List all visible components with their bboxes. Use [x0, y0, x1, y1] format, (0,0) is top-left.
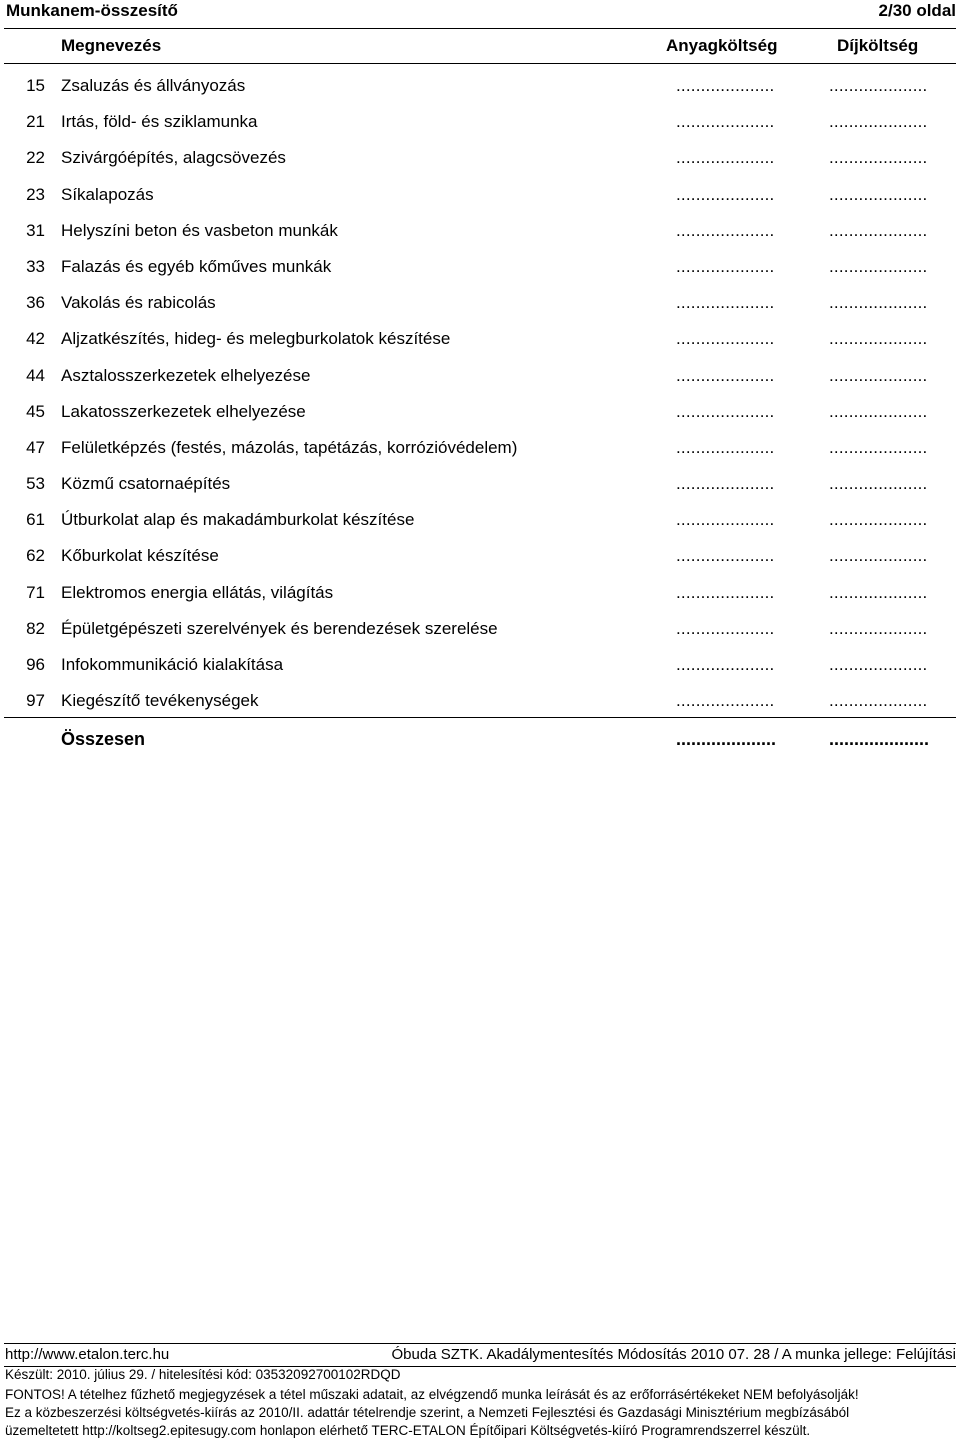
- row-number: 53: [26, 474, 45, 494]
- table-row: [0, 575, 960, 611]
- footer-note-procurement: Ez a közbeszerzési költségvetés-kiírás az 2010/II. adattár tételrendje szerint, a Nemzeti Fejlesztési és Gazdasági Minisztérium megbízásából: [5, 1405, 850, 1420]
- column-header-rule: [4, 63, 956, 64]
- row-name: Asztalosszerkezetek elhelyezése: [61, 365, 311, 385]
- row-fee-cost: ....................: [829, 437, 928, 457]
- row-name: Szivárgóépítés, alagcsövezés: [61, 148, 286, 168]
- row-number: 15: [26, 76, 45, 95]
- footer-inner-rule: [4, 1366, 956, 1367]
- row-material-cost: ....................: [676, 293, 775, 313]
- document-title: Munkanem-összesítő: [6, 1, 178, 20]
- row-material-cost: ....................: [676, 220, 775, 240]
- row-fee-cost: ....................: [829, 112, 928, 132]
- row-name: Útburkolat alap és makadámburkolat készítése: [61, 510, 415, 530]
- row-material-cost: ....................: [676, 329, 775, 349]
- row-fee-cost: ....................: [829, 546, 928, 566]
- row-material-cost: ....................: [676, 582, 775, 602]
- row-fee-cost: ....................: [829, 582, 928, 602]
- row-material-cost: ....................: [676, 655, 775, 674]
- row-material-cost: ....................: [676, 184, 775, 204]
- row-number: 36: [26, 293, 45, 313]
- table-row: [0, 647, 960, 683]
- row-number: 33: [26, 256, 45, 276]
- row-material-cost: ....................: [676, 618, 775, 638]
- row-name: Irtás, föld- és sziklamunka: [61, 112, 258, 132]
- total-label: Összesen: [61, 729, 146, 749]
- table-row: [0, 430, 960, 466]
- row-number: 47: [26, 437, 45, 457]
- total-material-cost: ....................: [676, 729, 777, 749]
- row-name: Felületképzés (festés, mázolás, tapétázás, korrózióvédelem): [61, 437, 518, 457]
- row-name: Infokommunikáció kialakítása: [61, 655, 284, 674]
- table-row: [0, 394, 960, 430]
- row-fee-cost: ....................: [829, 691, 928, 711]
- row-name: Vakolás és rabicolás: [61, 293, 216, 313]
- row-number: 71: [26, 582, 45, 602]
- row-name: Falazás és egyéb kőműves munkák: [61, 256, 332, 276]
- row-fee-cost: ....................: [829, 256, 928, 276]
- row-number: 31: [26, 220, 45, 240]
- row-name: Lakatosszerkezetek elhelyezése: [61, 401, 306, 421]
- row-number: 61: [26, 510, 45, 530]
- row-number: 23: [26, 184, 45, 204]
- row-fee-cost: ....................: [829, 365, 928, 385]
- footer-rule: [4, 1343, 956, 1344]
- table-row: [0, 213, 960, 249]
- row-fee-cost: ....................: [829, 293, 928, 313]
- row-material-cost: ....................: [676, 437, 775, 457]
- row-fee-cost: ....................: [829, 184, 928, 204]
- table-row: [0, 466, 960, 502]
- column-header-fee: Díjköltség: [837, 36, 919, 55]
- work-type-table: [0, 68, 960, 719]
- table-row: [0, 683, 960, 719]
- row-number: 44: [26, 365, 45, 385]
- table-row: [0, 502, 960, 538]
- table-row: [0, 177, 960, 213]
- column-header-material: Anyagköltség: [666, 36, 778, 55]
- page-number: 2/30 oldal: [878, 1, 956, 20]
- table-row: [0, 68, 960, 104]
- header-rule: [4, 28, 956, 29]
- row-fee-cost: ....................: [829, 220, 928, 240]
- page-header: [4, 0, 956, 22]
- row-fee-cost: ....................: [829, 655, 928, 674]
- table-row: [0, 321, 960, 357]
- row-name: Kiegészítő tevékenységek: [61, 691, 259, 711]
- row-fee-cost: ....................: [829, 76, 928, 95]
- row-material-cost: ....................: [676, 76, 775, 95]
- footer-url[interactable]: http://www.etalon.terc.hu: [5, 1346, 170, 1363]
- row-number: 62: [26, 546, 45, 566]
- total-rule: [4, 717, 956, 718]
- row-material-cost: ....................: [676, 510, 775, 530]
- row-number: 97: [26, 691, 45, 711]
- table-row: [0, 140, 960, 176]
- row-fee-cost: ....................: [829, 329, 928, 349]
- row-number: 96: [26, 655, 45, 674]
- footer-made-info: Készült: 2010. július 29. / hitelesítési kód: 03532092700102RDQD: [5, 1367, 401, 1382]
- row-fee-cost: ....................: [829, 474, 928, 494]
- row-name: Zsaluzás és állványozás: [61, 76, 246, 95]
- row-name: Aljzatkészítés, hideg- és melegburkolatok készítése: [61, 329, 451, 349]
- row-name: Épületgépészeti szerelvények és berendezések szerelése: [61, 618, 498, 638]
- row-name: Közmű csatornaépítés: [61, 474, 231, 494]
- row-number: 21: [26, 112, 45, 132]
- footer-note-important: FONTOS! A tételhez fűzhető megjegyzések a tétel műszaki adatait, az elvégzendő munka leírását és az erőforrásértékeket NEM befolyásolják!: [5, 1387, 859, 1402]
- row-fee-cost: ....................: [829, 510, 928, 530]
- row-material-cost: ....................: [676, 691, 775, 711]
- row-number: 42: [26, 329, 45, 349]
- row-name: Kőburkolat készítése: [61, 546, 219, 566]
- row-material-cost: ....................: [676, 546, 775, 566]
- row-number: 82: [26, 618, 45, 638]
- table-row: [0, 611, 960, 647]
- row-name: Síkalapozás: [61, 184, 154, 204]
- row-fee-cost: ....................: [829, 148, 928, 168]
- table-row: [0, 358, 960, 394]
- row-material-cost: ....................: [676, 112, 775, 132]
- table-row: [0, 285, 960, 321]
- row-material-cost: ....................: [676, 401, 775, 421]
- footer-project: Óbuda SZTK. Akadálymentesítés Módosítás 2010 07. 28 / A munka jellege: Felújítási: [391, 1346, 956, 1363]
- column-header-name: Megnevezés: [61, 36, 162, 55]
- table-row: [0, 249, 960, 285]
- row-name: Helyszíni beton és vasbeton munkák: [61, 220, 338, 240]
- row-material-cost: ....................: [676, 256, 775, 276]
- total-row: [0, 724, 960, 754]
- table-row: [0, 104, 960, 140]
- row-material-cost: ....................: [676, 148, 775, 168]
- row-number: 22: [26, 148, 45, 168]
- footer-note-software: üzemeltetett http://koltseg2.epitesugy.com honlapon elérhető TERC-ETALON Építőipari Költségvetés-kiíró Programrendszerrel készült.: [5, 1423, 811, 1438]
- row-number: 45: [26, 401, 45, 421]
- total-fee-cost: ....................: [829, 729, 930, 749]
- row-material-cost: ....................: [676, 365, 775, 385]
- row-fee-cost: ....................: [829, 618, 928, 638]
- row-material-cost: ....................: [676, 474, 775, 494]
- row-fee-cost: ....................: [829, 401, 928, 421]
- table-row: [0, 538, 960, 574]
- row-name: Elektromos energia ellátás, világítás: [61, 582, 334, 602]
